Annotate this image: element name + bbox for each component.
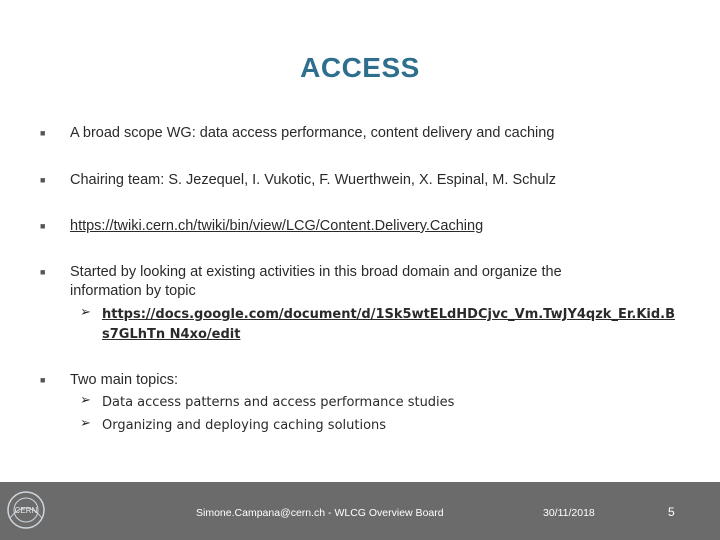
square-bullet-icon: ■ [40,267,46,277]
twiki-link[interactable]: https://twiki.cern.ch/twiki/bin/view/LCG/Content.Delivery.Caching [70,218,484,234]
subtopic-text: Data access patterns and access performance studies [102,395,455,410]
arrow-bullet-icon: ➢ [80,305,91,320]
bullet-text: Two main topics: [70,372,178,388]
footer-author: Simone.Campana@cern.ch - WLCG Overview Board [196,507,444,519]
arrow-bullet-icon: ➢ [80,416,91,431]
footer-date: 30/11/2018 [543,507,595,519]
square-bullet-icon: ■ [40,175,46,185]
bullet-text: Started by looking at existing activities in this broad domain and organize the information by topic [70,264,562,299]
google-doc-link[interactable]: https://docs.google.com/document/d/1Sk5wtELdHDCjvc_Vm.TwJY4qzk_Er.Kid.Bs7GLhTn N4xo/edit [102,307,675,342]
square-bullet-icon: ■ [40,128,46,138]
bullet-text: A broad scope WG: data access performance, content delivery and caching [70,125,555,141]
subtopic-text: Organizing and deploying caching solutions [102,418,387,433]
bullet-text: Chairing team: S. Jezequel, I. Vukotic, F. Wuerthwein, X. Espinal, M. Schulz [70,172,556,188]
cern-logo-icon [4,488,48,532]
slide-title: ACCESS [300,52,420,83]
square-bullet-icon: ■ [40,375,46,385]
logo-text: CERN [14,506,38,515]
arrow-bullet-icon: ➢ [80,393,91,408]
page-number: 5 [668,505,675,519]
square-bullet-icon: ■ [40,221,46,231]
